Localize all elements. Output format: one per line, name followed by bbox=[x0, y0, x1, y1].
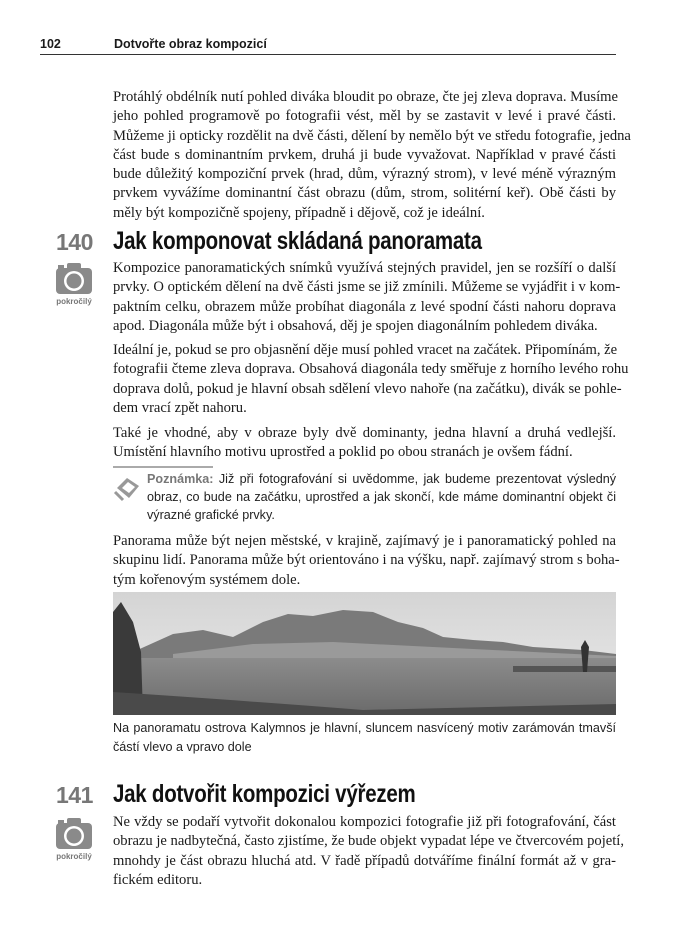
note-label: Poznámka: bbox=[147, 472, 214, 486]
paragraph bbox=[113, 532, 620, 590]
section-number: 141 bbox=[56, 782, 93, 808]
text-line: doprava dolů, pokud je hlavní obsah sdělení vlevo nahoře (na začátku), divák se pohle- bbox=[113, 380, 622, 397]
level-badge bbox=[52, 816, 96, 861]
text-line: Ne vždy se podaří vytvořit dokonalou kompozici fotografie již při fotografování, část bbox=[113, 814, 616, 830]
note-rule bbox=[113, 466, 213, 468]
text-line: mnohdy je část obrazu hluchá atd. V řadě případů dotváříme finální formát až v gra- bbox=[113, 852, 616, 869]
pencil-note-icon bbox=[113, 472, 143, 502]
camera-icon bbox=[55, 261, 93, 295]
note-text: výrazné grafické prvky. bbox=[147, 508, 275, 522]
level-label: pokročilý bbox=[56, 852, 92, 861]
camera-icon bbox=[55, 816, 93, 850]
text-line: Protáhlý obdélník nutí pohled diváka bloudit po obraze, čte jej zleva doprava. Musíme bbox=[113, 89, 618, 105]
text-line: tým kořenovým systémem dole. bbox=[113, 571, 301, 588]
running-header bbox=[40, 36, 616, 55]
chapter-title: Dotvořte obraz kompozicí bbox=[114, 37, 267, 51]
paragraph bbox=[113, 259, 621, 336]
section-141-heading bbox=[40, 780, 630, 810]
text-line: Také je vhodné, aby v obraze byly dvě dominanty, jedna hlavní a druhá vedlejší. bbox=[113, 425, 616, 441]
level-label: pokročilý bbox=[56, 297, 92, 306]
page-number: 102 bbox=[40, 37, 61, 51]
photo-caption bbox=[113, 719, 616, 757]
section-title: Jak dotvořit kompozici výřezem bbox=[113, 780, 416, 808]
text-line: fickém editoru. bbox=[113, 871, 203, 888]
text-line: dem vrací zpět nahoru. bbox=[113, 399, 247, 416]
section-title: Jak komponovat skládaná panoramata bbox=[113, 227, 482, 255]
paragraph bbox=[113, 813, 624, 890]
note-text: Již při fotografování si uvědomme, jak budeme prezentovat výsledný bbox=[213, 472, 616, 486]
level-badge bbox=[52, 261, 96, 306]
text-line: prvky. O optickém dělení na dvě části jsme se již zmínili. Můžeme se vyjádřit i v kom- bbox=[113, 279, 621, 296]
panorama-photo bbox=[113, 592, 616, 715]
intro-paragraph bbox=[113, 88, 631, 223]
text-line: Ideální je, pokud se pro objasnění děje musí pohled vracet na začátek. Připomínám, že bbox=[113, 342, 618, 358]
text-line: měly být kompozičně spojeny, případně i dějově, což je ideální. bbox=[113, 204, 485, 221]
text-line: prvkem vyvážíme dominantní část obrazu (dům, strom, solitérní keř). Obě části by bbox=[113, 185, 616, 202]
text-line: Kompozice panoramatických snímků využívá stejných pravidel, jen se rozšíří o další bbox=[113, 260, 616, 276]
section-140-heading bbox=[40, 227, 630, 257]
note-text: obraz, co bude na začátku, uprostřed a jak skončí, kde máme dominantní objekt či bbox=[147, 490, 616, 504]
text-line: bude důležitý kompoziční prvek (hrad, dům, výrazný strom), v levé méně výrazným bbox=[113, 166, 616, 183]
text-line: Panorama může být nejen městské, v krajině, zajímavý je i panoramatický pohled na bbox=[113, 533, 616, 549]
text-line: jeho pohled programově po fotografii vést, měl by se zastavit v levé i pravé části. bbox=[113, 108, 616, 125]
text-line: Můžeme ji opticky rozdělit na dvě části, dělení by nemělo být ve středu fotografie, jedna bbox=[113, 127, 631, 144]
text-line: Umístění hlavního motivu uprostřed a poklid po obou stranách je ovšem fádní. bbox=[113, 444, 573, 461]
section-number: 140 bbox=[56, 229, 93, 255]
paragraph bbox=[113, 424, 616, 463]
text-line: paktním celku, obrazem může probíhat diagonála z levé spodní části nahoru doprava bbox=[113, 298, 616, 315]
paragraph bbox=[113, 341, 629, 418]
caption-line: částí vlevo a vpravo dole bbox=[113, 740, 252, 754]
text-line: obrazu je nadbytečná, často zjistíme, že bude objekt vypadat lépe ve čtvercovém pojetí, bbox=[113, 833, 624, 850]
caption-line: Na panoramatu ostrova Kalymnos je hlavní, sluncem nasvícený motiv zarámován tmavší bbox=[113, 721, 616, 735]
text-line: apod. Diagonála může být i obsahová, děj je spojen diagonálním pohledem diváka. bbox=[113, 317, 598, 334]
text-line: část bude s dominantním prvkem, druhá ji bude vyvažovat. Například v pravé části bbox=[113, 146, 616, 163]
text-line: skupinu lidí. Panorama může být orientováno i na výšku, např. zajímavý strom s boha- bbox=[113, 552, 620, 569]
note-box bbox=[113, 466, 616, 526]
text-line: fotografii čteme zleva doprava. Obsahová diagonála tedy směřuje z horního levého rohu bbox=[113, 361, 629, 378]
